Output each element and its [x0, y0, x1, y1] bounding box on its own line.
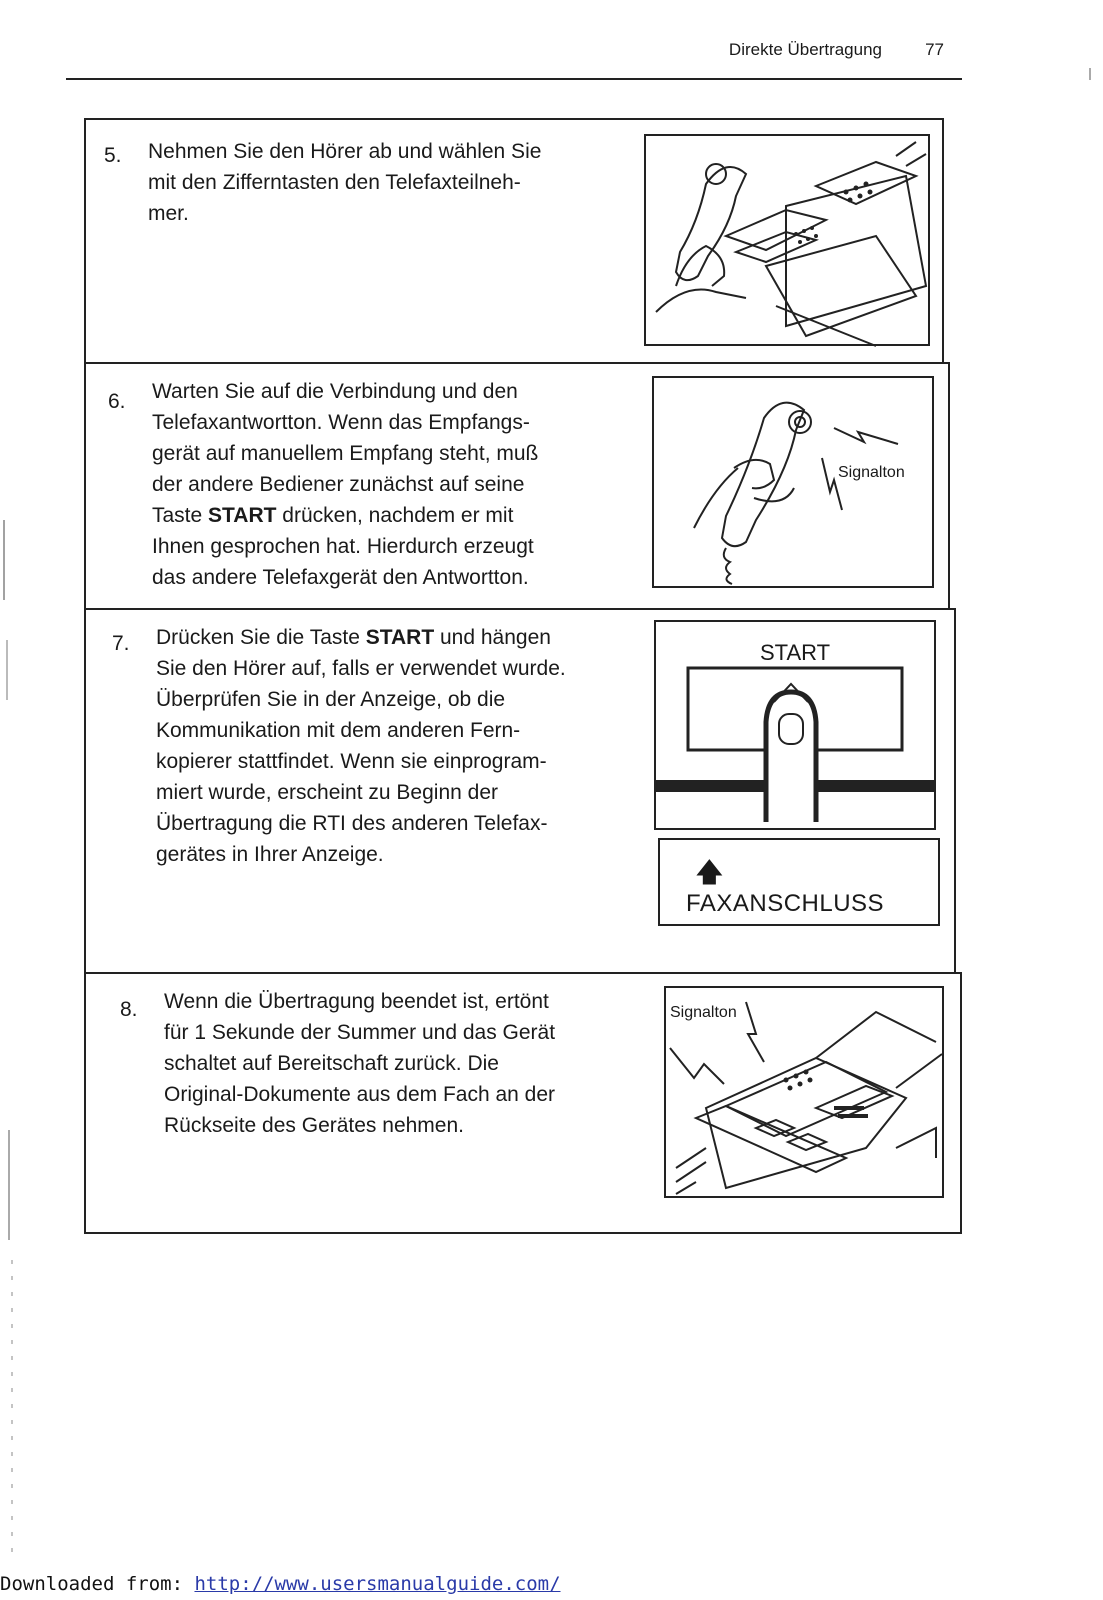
step-row-7: [84, 608, 956, 974]
text-line: miert wurde, erscheint zu Beginn der: [156, 781, 498, 804]
text-line: Original-Dokumente aus dem Fach an der: [164, 1083, 556, 1106]
signalton-label: Signalton: [838, 464, 905, 481]
step-text: [156, 622, 622, 870]
text-line: Übertragung die RTI des anderen Telefax-: [156, 812, 548, 835]
fax-dialing-figure: [644, 134, 930, 346]
instruction-table: [84, 118, 962, 1232]
text-line: Rückseite des Gerätes nehmen.: [164, 1114, 464, 1137]
step-text: [164, 986, 628, 1141]
text-line: mit den Zifferntasten den Telefaxteilneh-: [148, 171, 521, 194]
text-line: Nehmen Sie den Hörer ab und wählen Sie: [148, 140, 542, 163]
text-line: Überprüfen Sie in der Anzeige, ob die: [156, 688, 506, 711]
text-line: Drücken Sie die Taste START und hängen: [156, 626, 551, 649]
text-line: Kommunikation mit dem anderen Fern-: [156, 719, 521, 742]
step-row-8: [84, 972, 962, 1234]
text-line: Taste START drücken, nachdem er mit: [152, 504, 514, 527]
footer-link[interactable]: http://www.usersmanualguide.com/: [194, 1573, 561, 1595]
text-line: das andere Telefaxgerät den Antwortton.: [152, 566, 529, 589]
page-number: 77: [925, 40, 944, 59]
start-button-label: START: [760, 640, 831, 665]
text-line: Ihnen gesprochen hat. Hierdurch erzeugt: [152, 535, 534, 558]
step-row-5: [84, 118, 944, 364]
step-text: [148, 136, 618, 229]
text-line: für 1 Sekunde der Summer und das Gerät: [164, 1021, 556, 1044]
faxanschluss-display-text: FAXANSCHLUSS: [686, 890, 885, 917]
signalton-label: Signalton: [670, 1004, 737, 1021]
text-line: gerät auf manuellem Empfang steht, muß: [152, 442, 539, 465]
step-number: 6.: [108, 390, 126, 413]
text-line: schaltet auf Bereitschaft zurück. Die: [164, 1052, 499, 1075]
step-row-6: [84, 362, 950, 610]
text-line: Wenn die Übertragung beendet ist, ertönt: [164, 990, 549, 1013]
section-title: Direkte Übertragung: [728, 40, 882, 59]
text-line: mer.: [148, 202, 189, 225]
text-line: gerätes in Ihrer Anzeige.: [156, 843, 384, 866]
footer-prefix: Downloaded from:: [0, 1573, 195, 1595]
step-number: 7.: [112, 632, 130, 655]
step-number: 8.: [120, 998, 138, 1021]
text-line: der andere Bediener zunächst auf seine: [152, 473, 525, 496]
up-arrow-icon: 🡅: [696, 857, 723, 887]
step-number: 5.: [104, 144, 122, 167]
fax-machine-figure: [664, 986, 944, 1198]
start-button-figure: [654, 620, 936, 830]
text-line: Sie den Hörer auf, falls er verwendet wurde.: [156, 657, 566, 680]
handset-figure: [652, 376, 934, 588]
download-footer: [0, 1573, 561, 1595]
display-panel: [658, 838, 940, 926]
step-text: [152, 376, 616, 593]
text-line: Warten Sie auf die Verbindung und den: [152, 380, 518, 403]
text-line: kopierer stattfindet. Wenn sie einprogram-: [156, 750, 547, 773]
text-line: Telefaxantwortton. Wenn das Empfangs-: [152, 411, 530, 434]
